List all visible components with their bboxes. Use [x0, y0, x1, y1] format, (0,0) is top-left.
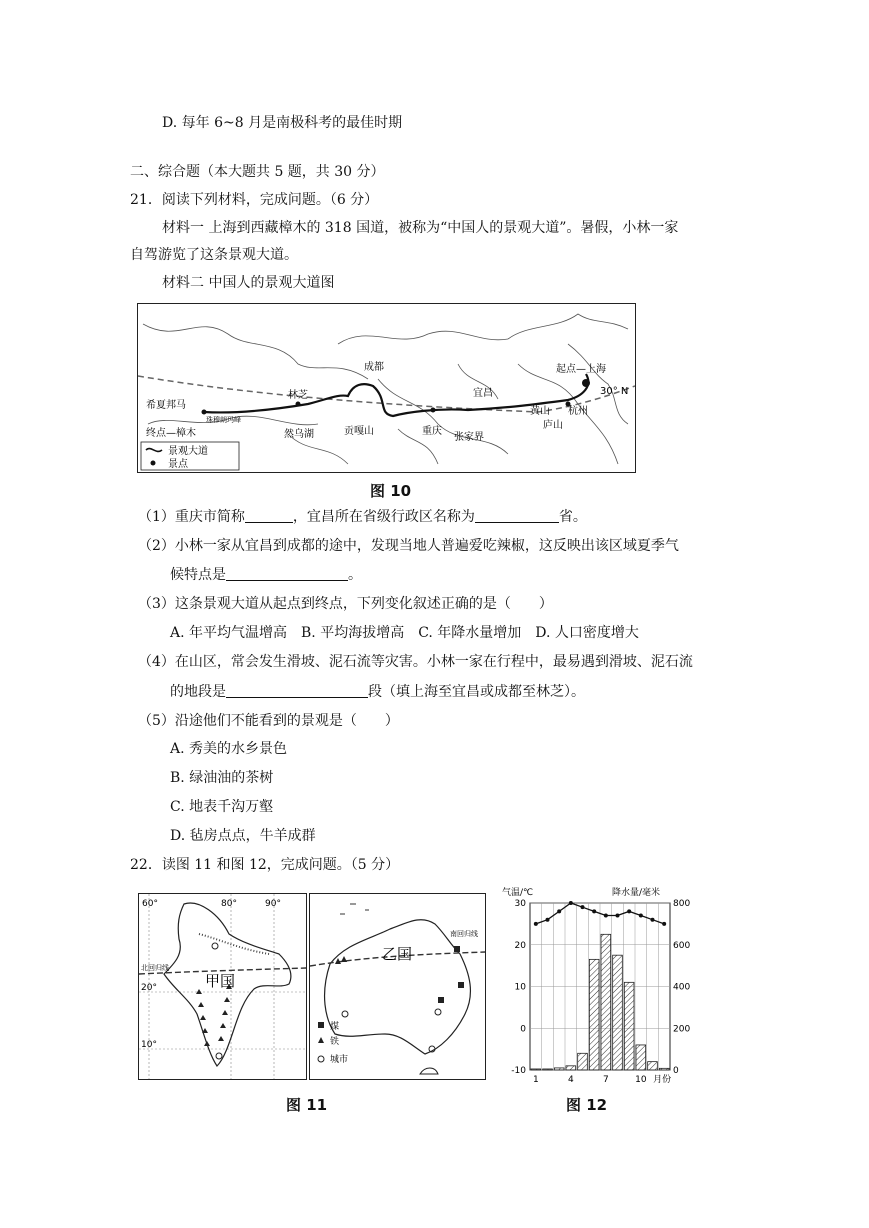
month-tick-label: 10 — [635, 1075, 647, 1085]
label-chongqing: 重庆 — [422, 426, 442, 437]
precip-tick-label: 0 — [673, 1066, 679, 1076]
precip-tick-label: 200 — [673, 1024, 691, 1035]
label-start: 起点—上海 — [556, 364, 606, 375]
precipitation-bar — [613, 955, 623, 1070]
right-axis-label: 降水量/毫米 — [612, 888, 661, 898]
question-22-title: 22．读图 11 和图 12，完成问题。（5 分） — [130, 857, 400, 873]
lon-80-label: 80° — [221, 899, 237, 909]
precipitation-bar — [566, 1066, 576, 1070]
country-jia-label: 甲国 — [205, 972, 236, 990]
temperature-point — [557, 909, 561, 913]
temperature-point — [581, 905, 585, 909]
figure-12-caption: 图 12 — [566, 1096, 608, 1114]
temp-tick-label: 10 — [514, 982, 526, 993]
answer-blank[interactable] — [475, 508, 559, 523]
legend-spot-label: 景点 — [168, 459, 188, 470]
figure-10-map — [137, 303, 636, 473]
figure-11-caption: 图 11 — [286, 1096, 328, 1114]
precipitation-bar — [636, 1045, 646, 1070]
lat-20-label: 20° — [141, 983, 157, 993]
label-chengdu: 成都 — [364, 362, 384, 373]
q21-5-option-c: C. 地表千沟万壑 — [170, 799, 274, 815]
temperature-point — [546, 918, 550, 922]
temperature-point — [534, 922, 538, 926]
precipitation-bar — [659, 1068, 669, 1070]
precipitation-bar — [624, 982, 634, 1070]
temperature-point — [604, 914, 608, 918]
answer-blank[interactable] — [226, 683, 368, 698]
label-30n: 30° N — [600, 386, 629, 397]
tropic-capricorn-label: 南回归线 — [450, 930, 478, 938]
q21-2-line1: （2）小林一家从宜昌到成都的途中，发现当地人普遍爱吃辣椒，这反映出该区域夏季气 — [138, 538, 679, 554]
temperature-point — [662, 922, 666, 926]
temp-tick-label: 0 — [520, 1024, 526, 1035]
answer-blank[interactable] — [245, 508, 293, 523]
figure-10-caption: 图 10 — [370, 482, 412, 500]
label-hangzhou: 杭州 — [568, 406, 588, 417]
q21-4-text-b: 的地段是 — [170, 684, 226, 700]
section-heading: 二、综合题（本大题共 5 题，共 30 分） — [130, 164, 385, 180]
precipitation-bar — [589, 959, 599, 1070]
q21-5: （5）沿途他们不能看到的景观是（ ） — [138, 713, 399, 729]
material-one-line1: 材料一 上海到西藏樟木的 318 国道，被称为“中国人的景观大道”。暑假，小林一家 — [162, 220, 679, 236]
label-xixia: 希夏邦马 — [146, 400, 186, 411]
answer-blank[interactable] — [226, 566, 348, 581]
lat-10-label: 10° — [141, 1040, 157, 1050]
question-21-title: 21．阅读下列材料，完成问题。（6 分） — [130, 192, 379, 208]
temperature-point — [569, 901, 573, 905]
q21-4-line1: （4）在山区，常会发生滑坡、泥石流等灾害。小林一家在行程中，最易遇到滑坡、泥石流 — [138, 654, 693, 670]
lon-60-label: 60° — [142, 899, 158, 909]
q21-1-text-b: ，宜昌所在省级行政区名称为 — [292, 509, 475, 525]
q21-3: （3）这条景观大道从起点到终点，下列变化叙述正确的是（ ） — [138, 596, 553, 612]
left-axis-label: 气温/℃ — [502, 888, 534, 898]
figure-12-chart — [500, 885, 700, 1090]
country-yi-label: 乙国 — [382, 945, 413, 963]
precipitation-bar — [543, 1069, 553, 1070]
material-two: 材料二 中国人的景观大道图 — [162, 275, 335, 291]
legend-city-label: 城市 — [330, 1055, 349, 1065]
temperature-point — [627, 909, 631, 913]
label-linzhi: 林芝 — [288, 390, 308, 401]
figure-11-australia-map — [309, 893, 486, 1080]
precipitation-bar — [531, 1069, 541, 1070]
precip-tick-label: 400 — [673, 982, 691, 993]
month-tick-label: 7 — [602, 1075, 609, 1085]
q21-5-option-d: D. 毡房点点，牛羊成群 — [170, 828, 316, 844]
q21-5-option-a: A. 秀美的水乡景色 — [170, 741, 288, 757]
q21-3-options: A. 年平均气温增高 B. 平均海拔增高 C. 年降水量增加 D. 人口密度增大 — [170, 625, 639, 641]
month-tick-label: 1 — [532, 1075, 539, 1085]
legend-road-label: 景观大道 — [168, 446, 208, 457]
precip-tick-label: 600 — [673, 940, 691, 951]
figure-11-india-map — [138, 893, 307, 1080]
lon-90-label: 90° — [265, 899, 281, 909]
material-one-line2: 自驾游览了这条景观大道。 — [130, 247, 298, 263]
precipitation-bar — [601, 934, 611, 1070]
q21-1-text-c: 省。 — [558, 509, 587, 525]
precip-tick-label: 800 — [673, 899, 691, 909]
legend-iron-label: 铁 — [330, 1037, 340, 1047]
precipitation-bar — [648, 1062, 658, 1070]
q21-4-line2 — [170, 683, 585, 701]
label-huangshan: 黄山 — [530, 406, 550, 417]
temperature-point — [592, 909, 596, 913]
q21-1 — [138, 508, 587, 526]
label-lushan: 庐山 — [543, 420, 563, 431]
label-zhangjiajie: 张家界 — [454, 432, 484, 443]
label-gongga: 贡嘎山 — [344, 426, 374, 437]
q21-1-text-a: （1）重庆市简称 — [138, 509, 245, 525]
temperature-point — [651, 918, 655, 922]
q21-2-text-b: 候特点是 — [170, 567, 226, 583]
label-yichang: 宜昌 — [473, 388, 493, 399]
q21-2-text-c: 。 — [348, 567, 362, 583]
label-end: 终点—樟木 — [146, 428, 196, 439]
month-unit-label: 月份 — [653, 1075, 672, 1085]
tropic-cancer-label: 北回归线 — [141, 964, 169, 972]
precipitation-bar — [554, 1068, 564, 1070]
temp-tick-label: 20 — [514, 940, 526, 951]
temp-tick-label: -10 — [511, 1066, 526, 1076]
q21-2-line2 — [170, 566, 362, 584]
precipitation-bar — [578, 1053, 588, 1070]
label-ranwu: 然乌湖 — [284, 429, 314, 440]
option-d-q20: D. 每年 6~8 月是南极科考的最佳时期 — [162, 115, 403, 131]
temperature-point — [639, 914, 643, 918]
q21-5-option-b: B. 绿油油的茶树 — [170, 770, 274, 786]
q21-4-text-c: 段（填上海至宜昌或成都至林芝）。 — [368, 684, 585, 700]
temperature-point — [616, 914, 620, 918]
legend-coal-label: 煤 — [330, 1022, 340, 1032]
temp-tick-label: 30 — [514, 899, 526, 909]
chart-frame — [530, 903, 670, 1070]
month-tick-label: 4 — [567, 1075, 574, 1085]
label-everest: 珠穆朗玛峰 — [206, 416, 241, 424]
